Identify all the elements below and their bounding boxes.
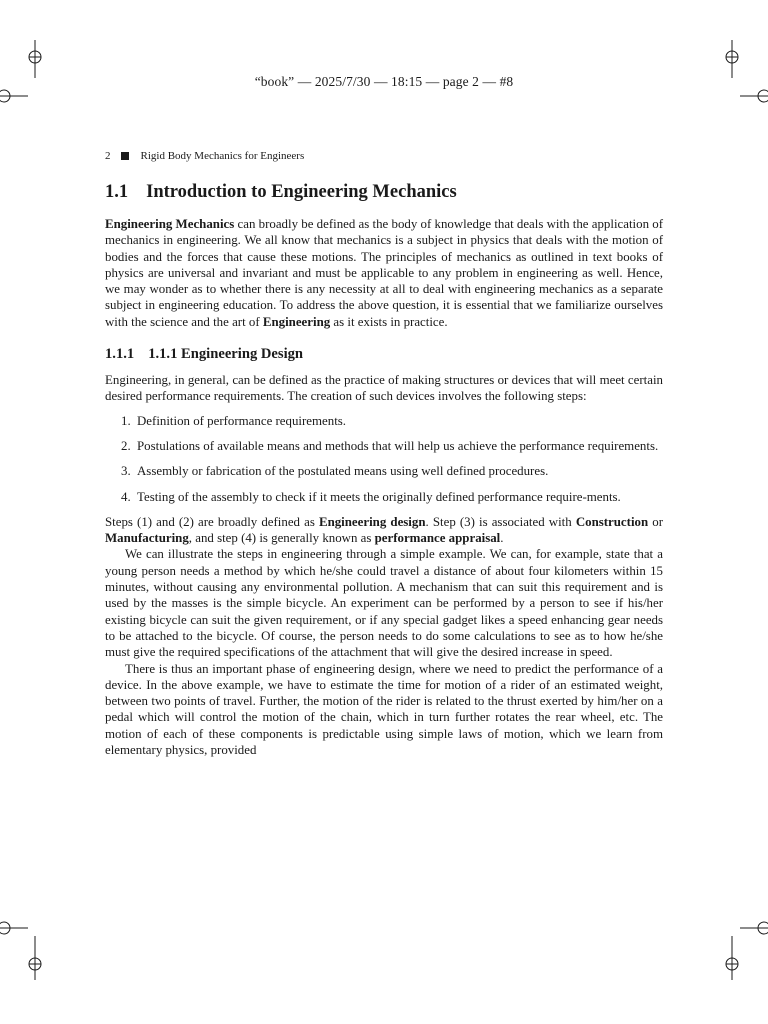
list-item-text: Testing of the assembly to check if it meets the originally defined performance require-ments. [137, 489, 621, 504]
section-heading [105, 180, 663, 204]
list-item [105, 438, 663, 454]
summary-text: , and step (4) is generally known as [188, 531, 375, 546]
section-number: 1.1 [105, 182, 129, 202]
summary-text: or [648, 514, 663, 529]
subsection-number: 1.1.1 [105, 346, 135, 363]
summary-text: Steps (1) and (2) are broadly defined as [105, 514, 319, 529]
summary-text: . [500, 531, 504, 546]
intro-text-1: can broadly be defined as the body of knowledge that deals with the application of mechanics in engineering. We all know that mechanics is a subject in physics that deals with the motion of bodies and the forces that cause these motions. The principles of mechanics as outlined in text books of physics are universal and invariant and must be applicable to any problem in engineering as well. Hence, we may wonder as to whether there is any necessity at all to deal with engineering mechanics as a separate subject in engineering education. To address the above question, it is essential that we familiarize ourselves with the science and the art of [105, 217, 663, 329]
design-phase-paragraph: There is thus an important phase of engineering design, where we need to predict the performance of a device. In the above example, we have to estimate the time for motion of a rider of an estimated weight, between two points of travel. Further, the motion of the rider is related to the thrust exerted by him/her on a pedal which will control the motion of the chain, which in turn further rotates the rear wheel, etc. The motion of each of these components is predictable using simple laws of motion, which we learn from elementary physics, provided [105, 661, 663, 758]
term-engineering-design: Engineering design [318, 514, 426, 529]
summary-text: . Step (3) is associated with [425, 514, 576, 529]
steps-list [105, 413, 663, 505]
term-manufacturing: Manufacturing [105, 531, 189, 546]
page-body [105, 180, 663, 758]
crop-mark-bottom-right [708, 910, 768, 990]
term-performance-appraisal: performance appraisal [374, 531, 501, 546]
example-paragraph: We can illustrate the steps in engineering through a simple example. We can, for example, state that a young person needs a method by which he/she could travel a distance of about four kilometers within 15 minutes, without causing any environmental pollution. A mechanism that can suit this requirement and is used by the masses is the simple bicycle. An experiment can be performed by a person to see if his/her existing bicycle can suit the given requirement, or if any special gadget likes a speed enhancing gear needs to be attached to the bicycle. Of course, the person needs to do some calculations to see as to how he/she must give the required specifications of the attachment that will give the desired increase in speed. [105, 547, 663, 660]
section-title: Introduction to Engineering Mechanics [146, 182, 457, 202]
list-item-text: Assembly or fabrication of the postulated means using well defined procedures. [137, 464, 549, 479]
running-head [105, 150, 304, 162]
book-title: Rigid Body Mechanics for Engineers [140, 150, 305, 162]
list-item [105, 413, 663, 429]
subsection-title: 1.1.1 Engineering Design [148, 346, 304, 363]
intro-paragraph [105, 216, 663, 330]
square-bullet-icon [121, 152, 129, 160]
crop-mark-bottom-left [0, 910, 60, 990]
list-item-number: 4. [121, 489, 131, 504]
list-item-text: Postulations of available means and methods that will help us achieve the performance requirements. [137, 438, 659, 453]
list-item-number: 2. [121, 438, 131, 453]
list-item-text: Definition of performance requirements. [137, 413, 347, 428]
design-paragraph: Engineering, in general, can be defined as the practice of making structures or devices that will meet certain desired performance requirements. The creation of such devices involves the following steps: [105, 373, 663, 404]
list-item [105, 489, 663, 505]
subsection-heading [105, 344, 663, 364]
list-item-number: 1. [121, 413, 131, 428]
steps-summary-paragraph [105, 514, 663, 547]
list-item-number: 3. [121, 464, 131, 479]
term-construction: Construction [575, 514, 649, 529]
intro-text-2: as it exists in practice. [330, 314, 448, 329]
intro-term: Engineering Mechanics [105, 217, 235, 231]
page-number: 2 [105, 150, 111, 162]
list-item [105, 463, 663, 479]
intro-term-2: Engineering [262, 314, 331, 329]
slug-line: “book” — 2025/7/30 — 18:15 — page 2 — #8 [254, 74, 514, 89]
